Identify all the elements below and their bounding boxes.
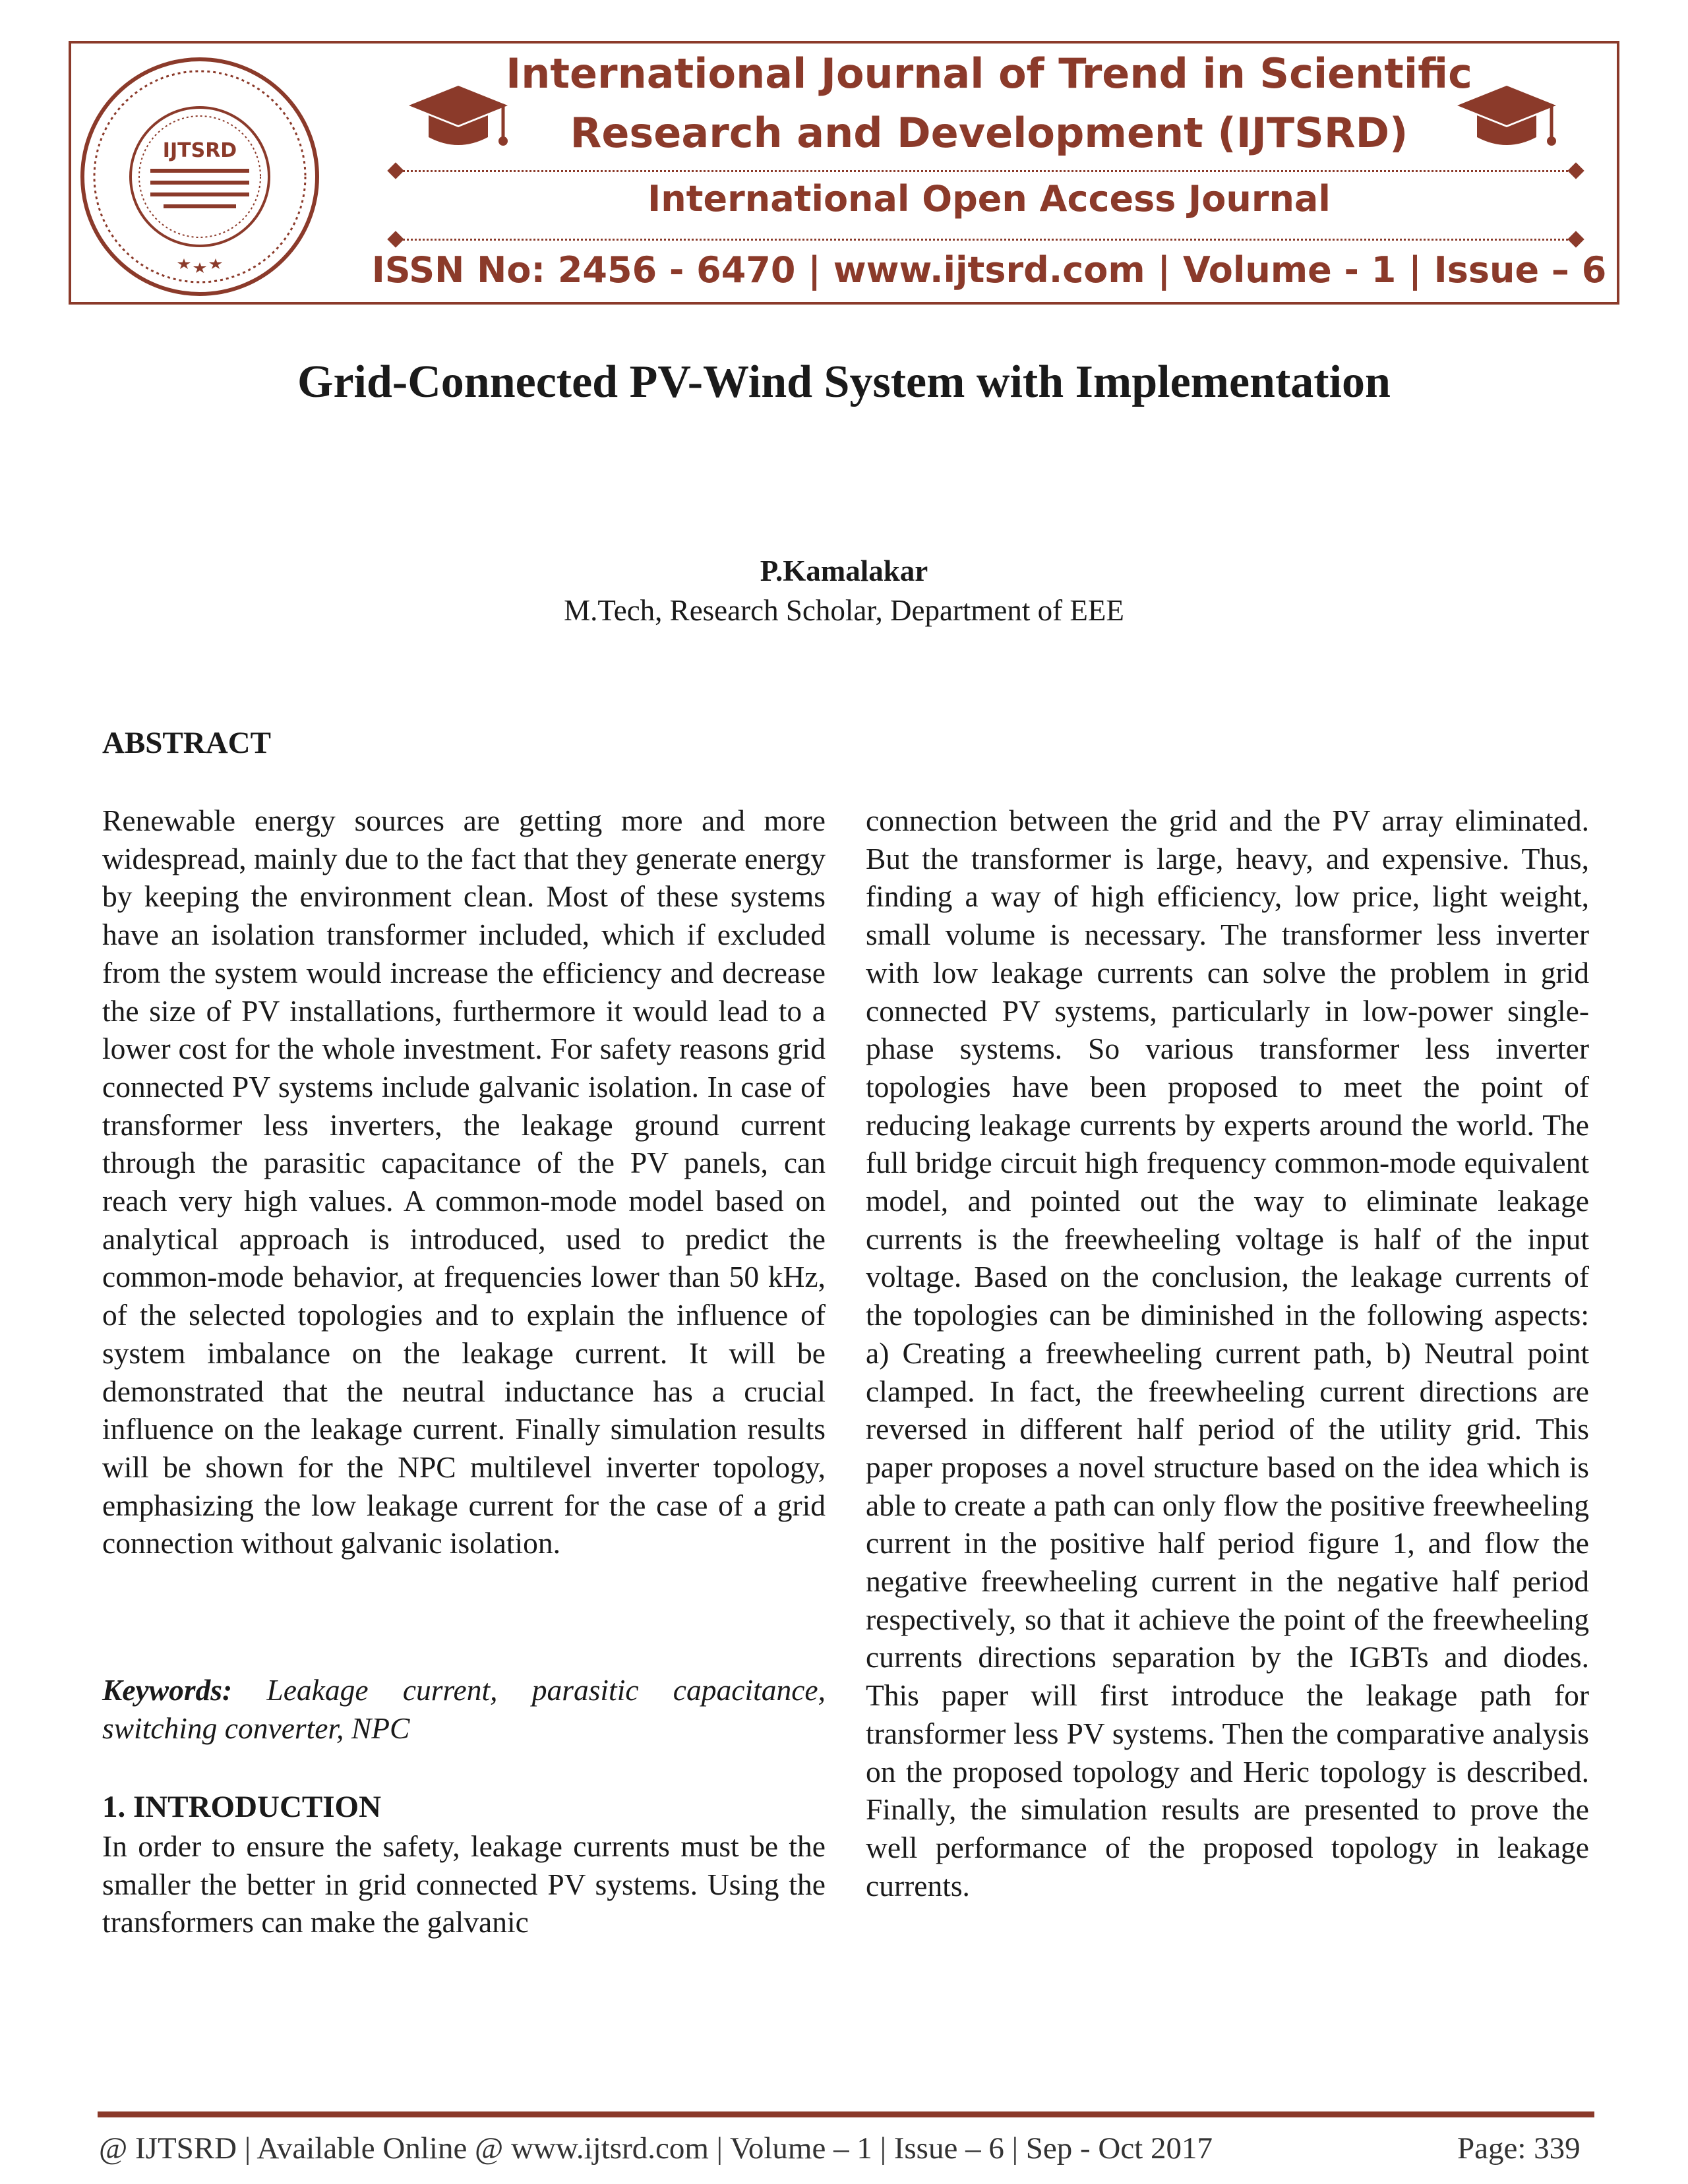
header-divider	[396, 170, 1576, 172]
page-number: Page: 339	[1457, 2131, 1581, 2166]
introduction-heading: 1. INTRODUCTION	[102, 1790, 382, 1824]
keywords-label: Keywords:	[102, 1673, 233, 1707]
keywords-text: Leakage current, parasitic capacitance, switching converter, NPC	[102, 1673, 826, 1745]
introduction-text-left: In order to ensure the safety, leakage currents must be the smaller the better in grid connected PV systems. Using the transformers can make the galvanic	[102, 1829, 826, 1939]
logo-text: IJTSRD	[162, 139, 237, 162]
paper-title: Grid-Connected PV-Wind System with Implementation	[297, 357, 1391, 407]
issn-volume-line: ISSN No: 2456 - 6470 | www.ijtsrd.com | Volume - 1 | Issue – 6	[371, 249, 1607, 291]
abstract-heading: ABSTRACT	[102, 726, 271, 760]
author-name: P.Kamalakar	[760, 554, 928, 587]
journal-seal-logo	[75, 51, 325, 302]
footer-rule	[98, 2111, 1594, 2117]
author-affiliation: M.Tech, Research Scholar, Department of EEE	[564, 594, 1124, 627]
journal-subtitle: International Open Access Journal	[648, 178, 1331, 220]
abstract-text: Renewable energy sources are getting more and more widespread, mainly due to the fact that they generate energy by keeping the environment clean. Most of these systems have an isolation transformer included, which if excluded from the system would increase the efficiency and decrease the size of PV installations, furthermore it would lead to a lower cost for the whole investment. For safety reasons grid connected PV systems include galvanic isolation. In case of transformer less inverters, the leakage ground current through the parasitic capacitance of the PV panels, can reach very high values. A common-mode model based on analytical approach is introduced, used to predict the common-mode behavior, at frequencies lower than 50 kHz, of the selected topologies and to explain the influence of system imbalance on the leakage current. It will be demonstrated that the neutral inductance has a crucial influence on the leakage current. Finally simulation results will be shown for the NPC multilevel inverter topology, emphasizing the low leakage current for the case of a grid connection without galvanic isolation.	[102, 804, 826, 1560]
journal-title-continued: Research and Development (IJTSRD)	[570, 109, 1408, 157]
keywords-paragraph	[102, 1671, 826, 1747]
header-divider	[396, 239, 1576, 241]
journal-title: International Journal of Trend in Scientific	[506, 49, 1472, 98]
footer-citation: @ IJTSRD | Available Online @ www.ijtsrd.com | Volume – 1 | Issue – 6 | Sep - Oct 2017	[99, 2131, 1213, 2166]
introduction-text-right: connection between the grid and the PV array eliminated. But the transformer is large, heavy, and expensive. Thus, finding a way of high efficiency, low price, light weight, small volume is necessary. The transformer less inverter with low leakage currents can solve the problem in grid connected PV systems, particularly in low-power single-phase systems. So various transformer less inverter topologies have been proposed to meet the point of reducing leakage currents by experts around the world. The full bridge circuit high frequency common-mode equivalent model, and pointed out the way to eliminate leakage currents is the freewheeling voltage is half of the input voltage. Based on the conclusion, the leakage currents of the topologies can be diminished in the following aspects: a) Creating a freewheeling current path, b) Neutral point clamped. In fact, the freewheeling current directions are reversed in different half period of the utility grid. This paper proposes a novel structure based on the idea which is able to create a path can only flow the positive freewheeling current in the positive half period figure 1, and flow the negative freewheeling current in the negative half period respectively, so that it achieve the point of the freewheeling currents directions separation by the IGBTs and diodes. This paper will first introduce the leakage path for transformer less PV systems. Then the comparative analysis on the proposed topology and Heric topology is described. Finally, the simulation results are presented to prove the well performance of the proposed topology in leakage currents.	[866, 804, 1589, 1903]
